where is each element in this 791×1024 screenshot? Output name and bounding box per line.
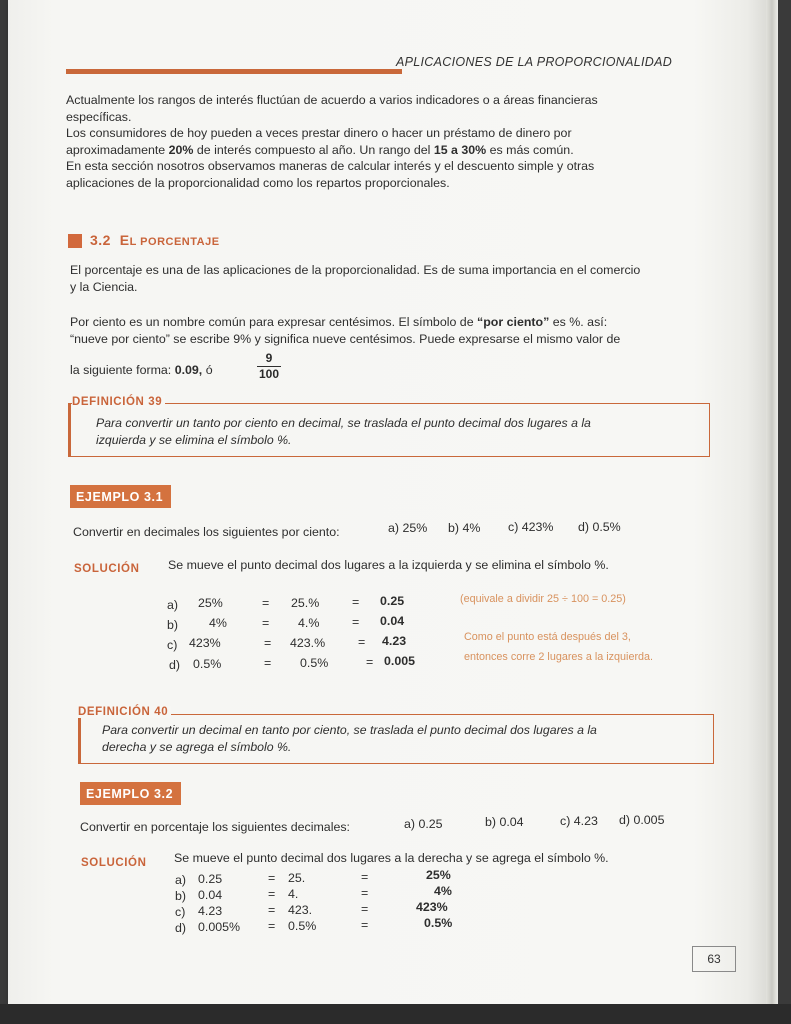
row-value: 0.005% (198, 920, 241, 934)
equals-sign: = (361, 918, 369, 932)
body-line (70, 362, 213, 379)
example-item: b) 4% (448, 521, 481, 535)
body-paragraph-2 (70, 314, 620, 347)
equals-sign: = (361, 870, 369, 884)
row-result: 0.25 (380, 594, 405, 608)
solution-text: Se mueve el punto decimal dos lugares a la derecha y se agrega el símbolo %. (174, 851, 609, 865)
example-prompt: Convertir en decimales los siguientes por ciento: (73, 525, 340, 539)
row-step: 0.5% (288, 919, 317, 933)
row-result: 0.5% (424, 916, 453, 930)
example-item: a) 25% (388, 521, 428, 535)
intro-line: aplicaciones de la proporcionalidad como los repartos proporcionales. (66, 175, 450, 190)
section-title-initial: E (119, 232, 130, 248)
equals-sign: = (268, 903, 276, 917)
row-value: 423% (189, 636, 221, 650)
equals-sign: = (366, 655, 374, 669)
definition-40-text (102, 722, 597, 756)
fraction-numerator: 9 (257, 351, 281, 367)
body-line: y la Ciencia. (70, 279, 138, 294)
equals-sign: = (352, 615, 360, 629)
body-line: “nueve por ciento” se escribe 9% y significa nueve centésimos. Puede expresarse el mismo valor de (70, 331, 621, 346)
running-header: APLICACIONES DE LA PROPORCIONALIDAD (396, 55, 673, 69)
book-page (8, 0, 770, 1004)
row-key: a) (167, 598, 179, 612)
row-step: 4.% (298, 616, 320, 630)
section-number: 3.2 (90, 232, 111, 248)
example-item: a) 0.25 (404, 817, 443, 831)
text: Por ciento es un nombre común para expresar centésimos. El símbolo de (70, 315, 478, 329)
text: la siguiente forma: (70, 363, 175, 377)
scan-background (0, 1004, 791, 1024)
example-prompt: Convertir en porcentaje los siguientes decimales: (80, 820, 350, 834)
row-value: 4% (209, 616, 227, 630)
definition-line: derecha y se agrega el símbolo %. (102, 740, 292, 754)
row-result: 4% (434, 884, 452, 898)
fraction-denominator: 100 (258, 367, 280, 381)
section-title: L PORCENTAJE (129, 236, 220, 248)
row-result: 4.23 (382, 634, 407, 648)
body-paragraph-1 (70, 262, 640, 295)
equals-sign: = (268, 919, 276, 933)
row-value: 4.23 (198, 904, 223, 918)
row-value: 0.04 (198, 888, 223, 902)
fraction (257, 351, 281, 382)
equals-sign: = (361, 886, 369, 900)
definition-40-label: DEFINICIÓN 40 (78, 706, 171, 718)
bold-text: 15 a 30% (433, 142, 487, 157)
equals-sign: = (264, 636, 272, 650)
bold-text: 20% (168, 142, 194, 157)
intro-paragraph (66, 92, 598, 191)
definition-39-text (96, 415, 591, 449)
example-item: d) 0.5% (578, 520, 621, 534)
side-note: (equivale a dividir 25 ÷ 100 = 0.25) (460, 593, 626, 605)
intro-line: Los consumidores de hoy pueden a veces prestar dinero o hacer un préstamo de dinero por (66, 126, 572, 140)
definition-39-label: DEFINICIÓN 39 (72, 396, 165, 408)
header-rule (66, 69, 402, 74)
row-result: 423% (416, 900, 448, 914)
body-line (70, 314, 620, 331)
example-item: b) 0.04 (485, 815, 524, 829)
row-result: 25% (426, 868, 451, 882)
definition-line: Para convertir un decimal en tanto por ciento, se traslada el punto decimal dos lugares a la (102, 723, 597, 737)
row-key: c) (167, 638, 178, 652)
row-key: b) (167, 618, 179, 632)
row-step: 25. (288, 871, 306, 885)
row-result: 0.04 (380, 614, 405, 628)
example-item: d) 0.005 (619, 813, 665, 827)
intro-line: En esta sección nosotros observamos maneras de calcular interés y el descuento simple y otras (66, 159, 595, 173)
example-item: c) 4.23 (560, 814, 598, 828)
side-note: Como el punto está después del 3, (464, 631, 631, 643)
bold-text: 0.09, (174, 363, 203, 377)
section-heading (90, 232, 220, 248)
row-value: 0.25 (198, 872, 223, 886)
page-edge (766, 0, 778, 1004)
text: es %. así: (549, 315, 608, 329)
text: de interés compuesto al año. Un rango del (193, 142, 434, 157)
equals-sign: = (358, 635, 366, 649)
equals-sign: = (352, 595, 360, 609)
equals-sign: = (262, 616, 270, 630)
equals-sign: = (264, 656, 272, 670)
row-key: b) (175, 889, 187, 903)
definition-line: Para convertir un tanto por ciento en decimal, se traslada el punto decimal dos lugares a la (96, 416, 591, 430)
example-3-2-label: EJEMPLO 3.2 (80, 782, 181, 805)
equals-sign: = (262, 596, 270, 610)
equals-sign: = (268, 871, 276, 885)
solution-label: SOLUCIÓN (74, 563, 140, 575)
side-note: entonces corre 2 lugares a la izquierda. (464, 651, 654, 663)
text: aproximadamente (66, 142, 169, 157)
solution-label: SOLUCIÓN (81, 857, 147, 869)
row-step: 25.% (291, 596, 320, 610)
body-line: El porcentaje es una de las aplicaciones de la proporcionalidad. Es de suma importancia en el comercio (70, 263, 641, 277)
intro-line: específicas. (66, 109, 132, 124)
intro-line: Actualmente los rangos de interés fluctúan de acuerdo a varios indicadores o a áreas financieras (66, 93, 598, 107)
page-number: 63 (692, 946, 736, 972)
row-result: 0.005 (384, 654, 416, 668)
text: es más común. (486, 142, 574, 157)
row-step: 4. (288, 887, 299, 901)
solution-text: Se mueve el punto decimal dos lugares a la izquierda y se elimina el símbolo %. (168, 558, 609, 572)
example-item: c) 423% (508, 520, 554, 534)
text: ó (202, 363, 213, 377)
row-value: 0.5% (193, 657, 222, 671)
bold-text: “por ciento” (477, 315, 550, 329)
equals-sign: = (268, 887, 276, 901)
row-key: d) (175, 921, 187, 935)
example-3-1-label: EJEMPLO 3.1 (70, 485, 171, 508)
section-square-icon (68, 234, 82, 248)
row-key: d) (169, 658, 181, 672)
row-key: c) (175, 905, 186, 919)
row-step: 423. (288, 903, 313, 917)
intro-line (66, 142, 598, 159)
equals-sign: = (361, 902, 369, 916)
row-value: 25% (198, 596, 223, 610)
row-key: a) (175, 873, 187, 887)
row-step: 0.5% (300, 656, 329, 670)
row-step: 423.% (290, 636, 326, 650)
definition-line: izquierda y se elimina el símbolo %. (96, 433, 292, 447)
